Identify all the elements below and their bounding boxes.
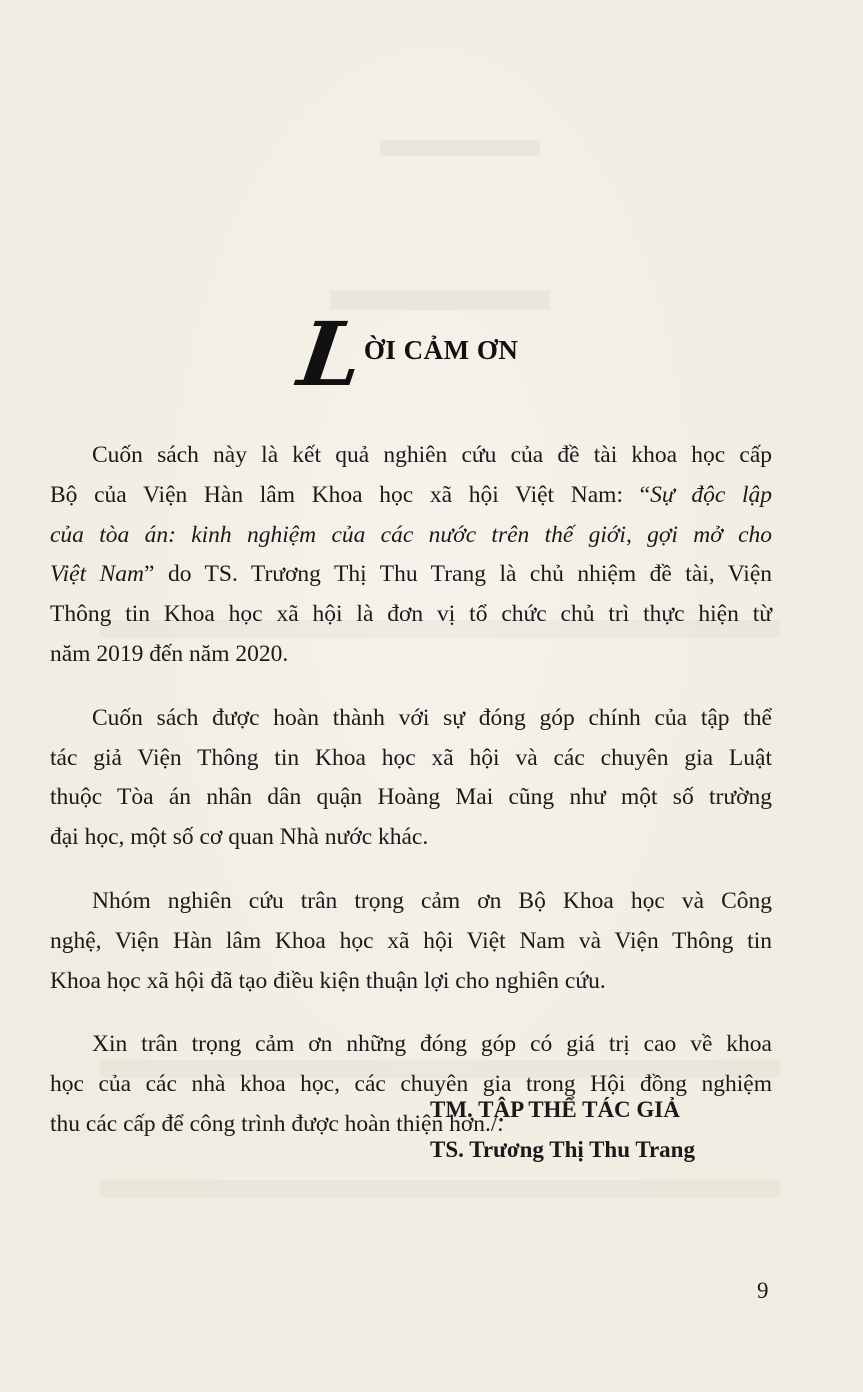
- text-segment: Cuốn sách được hoàn thành với sự đóng góp chính của tập thể: [92, 704, 772, 731]
- text-segment: tác giả Viện Thông tin Khoa học xã hội và các chuyên gia Luật: [50, 744, 772, 771]
- page-number: 9: [757, 1278, 769, 1303]
- italic-text: Sự độc lập: [650, 481, 773, 508]
- paragraph: [50, 436, 772, 675]
- text-segment: thu các cấp để công trình được hoàn thiện hơn./.: [50, 1110, 504, 1137]
- paragraph-line: [50, 962, 772, 1002]
- show-through-texture: [100, 1180, 780, 1198]
- paragraph-line: [50, 635, 772, 675]
- text-segment: Xin trân trọng cảm ơn những đóng góp có giá trị cao về khoa: [92, 1031, 772, 1058]
- paragraph-line: [50, 1025, 772, 1065]
- signature-author: TS. Trương Thị Thu Trang: [430, 1137, 695, 1162]
- title-text: ỜI CẢM ƠN: [363, 335, 519, 365]
- text-segment: Bộ của Viện Hàn lâm Khoa học xã hội Việt Nam: “: [50, 481, 651, 508]
- signature-line-1: TM. TẬP THỂ TÁC GIẢ: [430, 1097, 680, 1122]
- italic-text: Việt Nam: [50, 561, 145, 588]
- page-title: [292, 300, 519, 406]
- signature-block: [430, 1090, 695, 1170]
- italic-text: của tòa án: kinh nghiệm của các nước trên thế giới, gợi mở cho: [50, 521, 772, 548]
- text-segment: học của các nhà khoa học, các chuyên gia trong Hội đồng nghiệm: [50, 1071, 772, 1098]
- paragraph-line: [50, 555, 772, 595]
- text-segment: Cuốn sách này là kết quả nghiên cứu của đề tài khoa học cấp: [92, 442, 772, 468]
- paragraph-line: [50, 882, 772, 922]
- paragraph-line: [50, 436, 772, 476]
- paragraph-line: [50, 476, 772, 516]
- paragraph-line: [50, 818, 772, 858]
- text-segment: thuộc Tòa án nhân dân quận Hoàng Mai cũng như một số trường: [50, 784, 772, 811]
- text-segment: Thông tin Khoa học xã hội là đơn vị tổ chức chủ trì thực hiện từ: [50, 601, 772, 628]
- paragraph-line: [50, 699, 772, 739]
- paragraph-line: [50, 922, 772, 962]
- show-through-texture: [380, 140, 540, 156]
- paragraph-line: [50, 739, 772, 779]
- paragraph-line: [50, 778, 772, 818]
- paragraph-line: [50, 516, 772, 556]
- text-segment: đại học, một số cơ quan Nhà nước khác.: [50, 824, 429, 851]
- text-segment: ” do TS. Trương Thị Thu Trang là chủ nhiệm đề tài, Viện: [144, 561, 773, 588]
- paragraph: [50, 882, 772, 1001]
- acknowledgement-body: [50, 436, 772, 1169]
- paragraph-line: [50, 595, 772, 635]
- text-segment: Khoa học xã hội đã tạo điều kiện thuận lợi cho nghiên cứu.: [50, 967, 606, 994]
- text-segment: năm 2019 đến năm 2020.: [50, 640, 289, 667]
- paragraph: [50, 699, 772, 858]
- title-dropcap: L: [292, 302, 370, 406]
- text-segment: nghệ, Viện Hàn lâm Khoa học xã hội Việt Nam và Viện Thông tin: [50, 927, 772, 954]
- text-segment: Nhóm nghiên cứu trân trọng cảm ơn Bộ Khoa học và Công: [92, 887, 772, 914]
